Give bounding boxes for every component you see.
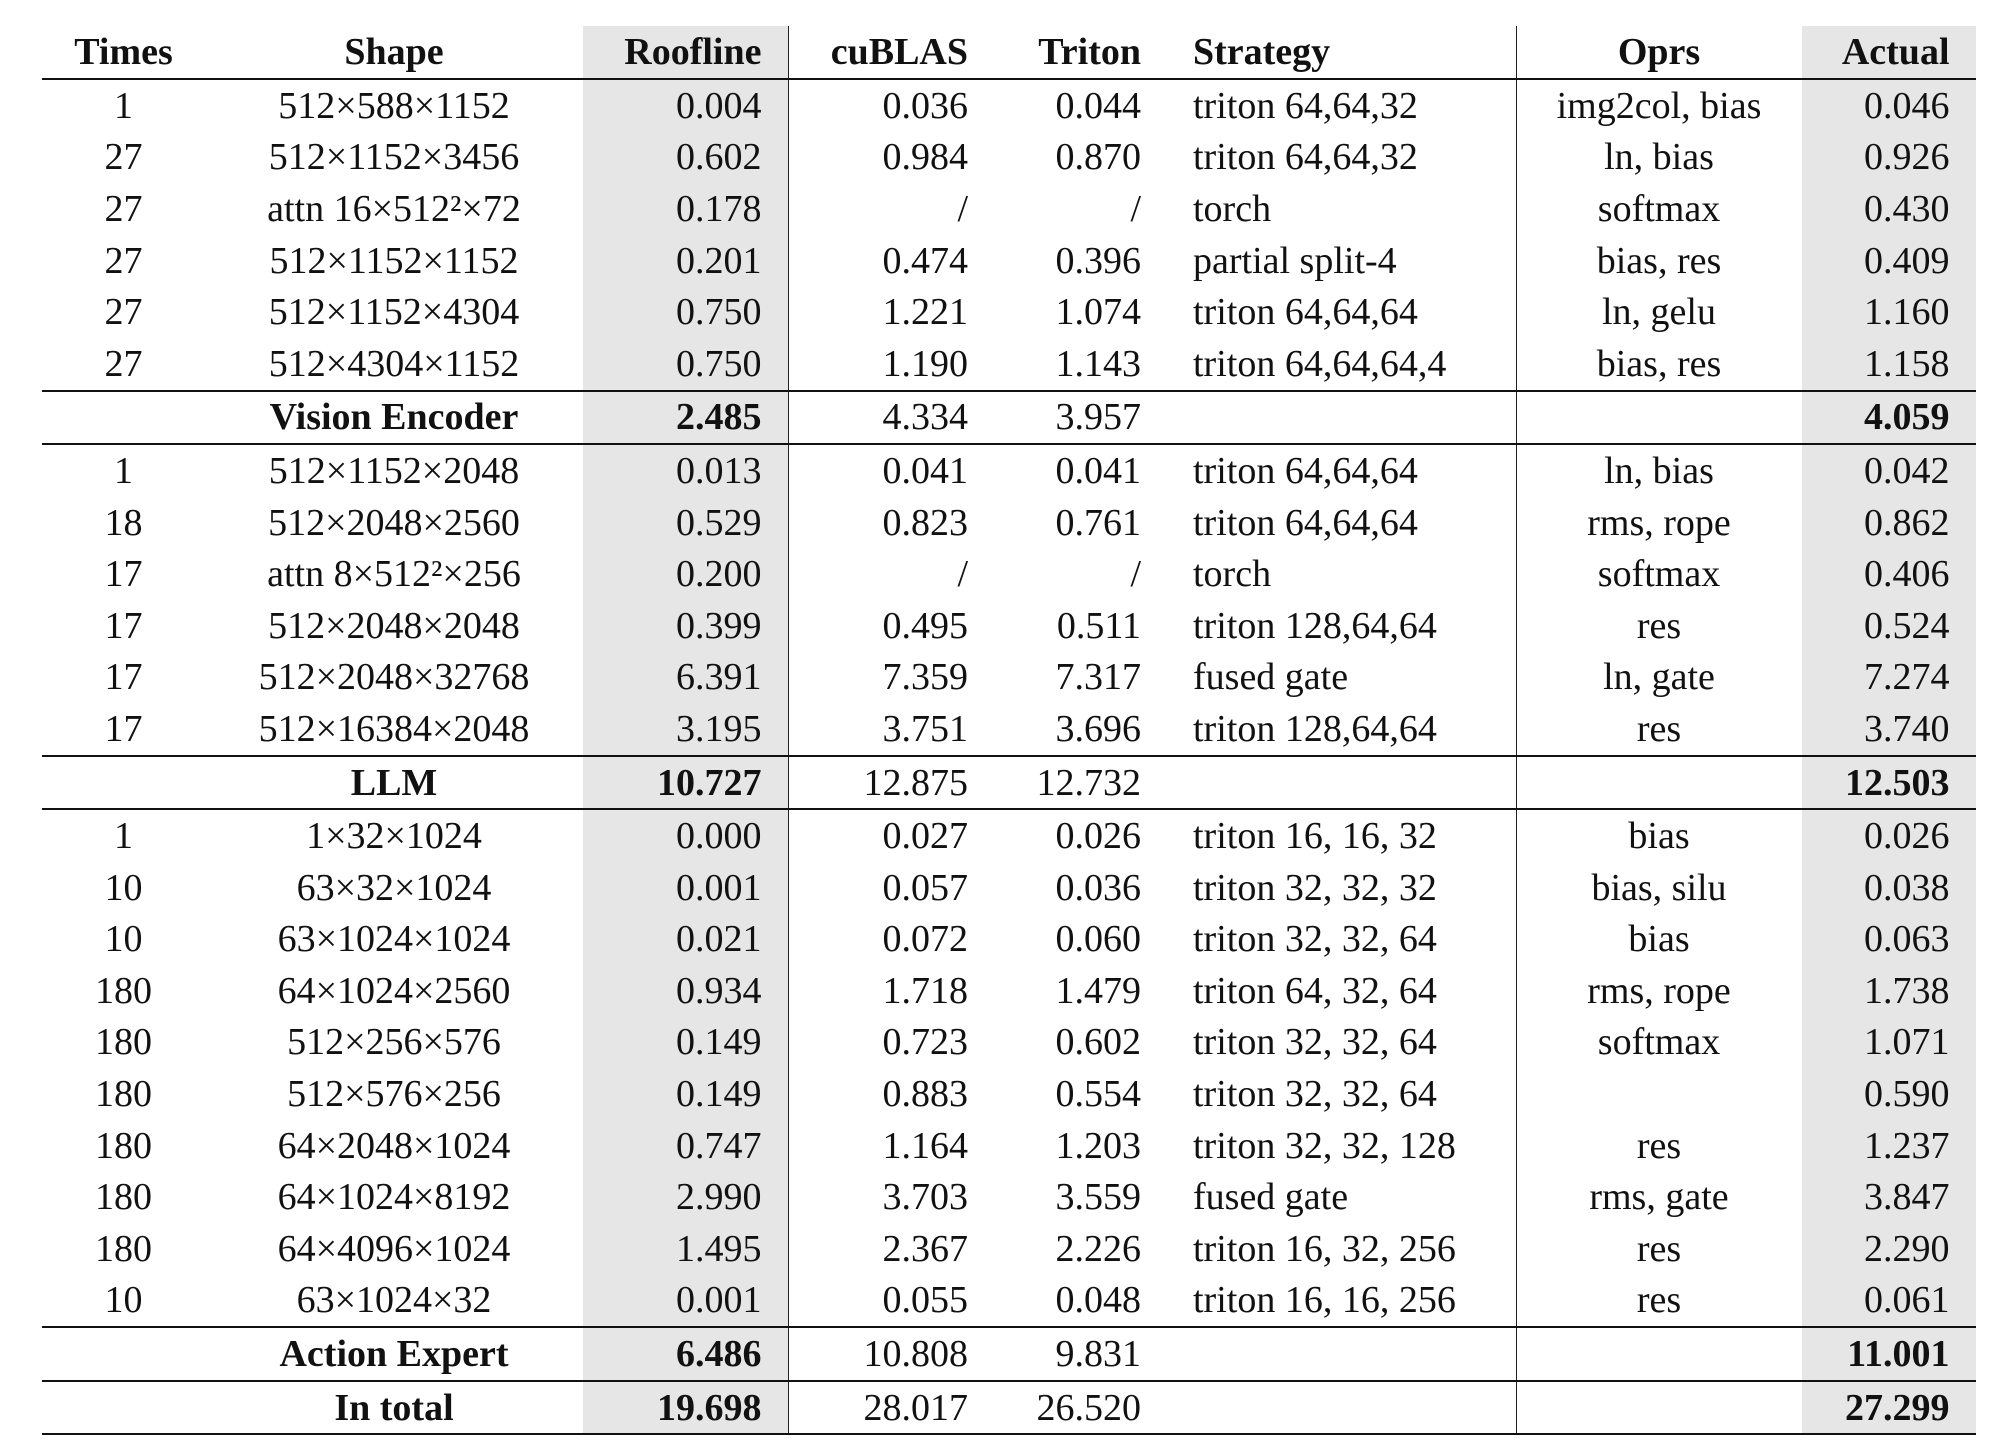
table-row bbox=[42, 809, 1976, 862]
roofline-cell: 0.149 bbox=[583, 1068, 788, 1120]
times-cell: 180 bbox=[95, 1176, 152, 1219]
summary-actual: 4.059 bbox=[1802, 391, 1976, 445]
shape-cell: 512×2048×2048 bbox=[268, 604, 520, 647]
table-row bbox=[42, 338, 1976, 391]
roofline-cell: 0.001 bbox=[583, 1275, 788, 1328]
shape-cell: 63×1024×32 bbox=[205, 1275, 583, 1328]
table-row bbox=[42, 235, 1976, 287]
header-strategy: Strategy bbox=[1159, 26, 1516, 79]
cublas-cell: 0.027 bbox=[882, 815, 968, 858]
table-row bbox=[42, 1068, 1976, 1120]
roofline-cell: 0.178 bbox=[583, 183, 788, 235]
cublas-cell: 0.072 bbox=[882, 918, 968, 961]
triton-cell: 1.143 bbox=[986, 338, 1159, 391]
strategy-cell: triton 64,64,32 bbox=[1159, 79, 1516, 132]
actual-cell: 1.160 bbox=[1802, 286, 1976, 338]
table-row bbox=[42, 652, 1976, 704]
times-cell: 27 bbox=[104, 187, 143, 230]
oprs-cell: res bbox=[1636, 1124, 1682, 1167]
strategy-cell: triton 32, 32, 32 bbox=[1159, 862, 1516, 914]
header-times: Times bbox=[42, 26, 205, 79]
roofline-cell: 1.495 bbox=[583, 1223, 788, 1275]
results-table bbox=[42, 26, 1976, 1435]
shape-cell: 512×16384×2048 bbox=[205, 703, 583, 756]
shape-cell: 512×2048×32768 bbox=[258, 656, 530, 699]
strategy-cell: triton 128,64,64 bbox=[1159, 703, 1516, 756]
times-cell: 10 bbox=[104, 866, 143, 909]
times-cell: 180 bbox=[95, 969, 152, 1012]
actual-cell: 3.847 bbox=[1802, 1171, 1976, 1223]
roofline-cell: 0.004 bbox=[583, 79, 788, 132]
strategy-cell: triton 32, 32, 128 bbox=[1159, 1120, 1516, 1172]
triton-cell: 0.396 bbox=[1055, 239, 1141, 282]
actual-cell: 1.158 bbox=[1802, 338, 1976, 391]
times-cell: 180 bbox=[95, 1227, 152, 1270]
summary-cublas: 12.875 bbox=[788, 756, 986, 810]
cublas-cell: 0.057 bbox=[882, 866, 968, 909]
oprs-cell: bias, silu bbox=[1591, 866, 1727, 909]
shape-cell: 512×2048×2560 bbox=[268, 501, 520, 544]
header-actual: Actual bbox=[1802, 26, 1976, 79]
table-row bbox=[42, 1017, 1976, 1069]
triton-cell: 0.048 bbox=[986, 1275, 1159, 1328]
header-triton: Triton bbox=[986, 26, 1159, 79]
summary-roofline: 6.486 bbox=[583, 1327, 788, 1381]
oprs-cell: ln, gelu bbox=[1602, 291, 1716, 334]
section-summary-row bbox=[42, 391, 1976, 445]
strategy-cell: torch bbox=[1159, 548, 1516, 600]
total-row bbox=[42, 1381, 1976, 1435]
oprs-cell: softmax bbox=[1597, 187, 1721, 230]
roofline-cell: 0.200 bbox=[583, 548, 788, 600]
roofline-cell: 0.000 bbox=[583, 809, 788, 862]
cublas-cell: 1.718 bbox=[882, 969, 968, 1012]
oprs-cell: ln, gate bbox=[1603, 656, 1715, 699]
shape-cell: 512×588×1152 bbox=[278, 84, 510, 127]
cublas-cell: 0.495 bbox=[882, 604, 968, 647]
summary-label: In total bbox=[205, 1381, 583, 1435]
triton-cell: 3.696 bbox=[986, 703, 1159, 756]
table-row bbox=[42, 1223, 1976, 1275]
triton-cell: 0.511 bbox=[1056, 604, 1141, 647]
table-row bbox=[42, 862, 1976, 914]
times-cell: 18 bbox=[104, 501, 143, 544]
roofline-cell: 0.013 bbox=[583, 444, 788, 497]
oprs-cell: img2col, bias bbox=[1556, 84, 1762, 127]
shape-cell: attn 8×512²×256 bbox=[267, 553, 521, 596]
cublas-cell: 1.164 bbox=[882, 1124, 968, 1167]
triton-cell: 1.203 bbox=[1055, 1124, 1141, 1167]
summary-strategy-cell bbox=[1159, 1327, 1516, 1381]
actual-cell: 0.038 bbox=[1802, 862, 1976, 914]
triton-cell: 1.479 bbox=[1055, 969, 1141, 1012]
summary-cublas: 4.334 bbox=[788, 391, 986, 445]
actual-cell: 0.026 bbox=[1802, 809, 1976, 862]
shape-cell: 512×1152×4304 bbox=[268, 291, 520, 334]
cublas-cell: 0.984 bbox=[882, 136, 968, 179]
actual-cell: 0.046 bbox=[1802, 79, 1976, 132]
cublas-cell: 3.703 bbox=[882, 1176, 968, 1219]
cublas-cell: 7.359 bbox=[882, 656, 968, 699]
header-shape: Shape bbox=[205, 26, 583, 79]
summary-strategy-cell bbox=[1159, 756, 1516, 810]
cublas-cell: 0.036 bbox=[882, 84, 968, 127]
strategy-cell: triton 32, 32, 64 bbox=[1159, 1017, 1516, 1069]
oprs-cell: bias, res bbox=[1596, 239, 1722, 282]
actual-cell: 2.290 bbox=[1802, 1223, 1976, 1275]
oprs-cell: bias, res bbox=[1516, 338, 1802, 391]
table-row bbox=[42, 703, 1976, 756]
shape-cell: 64×1024×8192 bbox=[277, 1176, 511, 1219]
summary-actual: 11.001 bbox=[1802, 1327, 1976, 1381]
times-cell: 1 bbox=[114, 84, 133, 127]
actual-cell: 0.926 bbox=[1802, 132, 1976, 184]
cublas-cell: / bbox=[957, 187, 968, 230]
roofline-cell: 0.750 bbox=[583, 286, 788, 338]
strategy-cell: triton 64,64,64 bbox=[1159, 286, 1516, 338]
triton-cell: 3.559 bbox=[1055, 1176, 1141, 1219]
roofline-cell: 0.602 bbox=[583, 132, 788, 184]
triton-cell: / bbox=[1130, 187, 1141, 230]
summary-oprs-cell bbox=[1516, 756, 1802, 810]
cublas-cell: 0.474 bbox=[882, 239, 968, 282]
table-row bbox=[42, 183, 1976, 235]
table-row bbox=[42, 1171, 1976, 1223]
cublas-cell: / bbox=[957, 553, 968, 596]
oprs-cell: bias bbox=[1628, 815, 1690, 858]
roofline-cell: 0.201 bbox=[583, 235, 788, 287]
actual-cell: 0.061 bbox=[1802, 1275, 1976, 1328]
summary-times-cell bbox=[42, 1381, 205, 1435]
table-row bbox=[42, 79, 1976, 132]
summary-label: Vision Encoder bbox=[205, 391, 583, 445]
times-cell: 1 bbox=[114, 449, 133, 492]
summary-triton: 9.831 bbox=[986, 1327, 1159, 1381]
summary-times-cell bbox=[42, 756, 205, 810]
times-cell: 27 bbox=[42, 338, 205, 391]
table-row bbox=[42, 1120, 1976, 1172]
summary-oprs-cell bbox=[1516, 391, 1802, 445]
cublas-cell: 3.751 bbox=[788, 703, 986, 756]
oprs-cell: res bbox=[1516, 703, 1802, 756]
summary-times-cell bbox=[42, 391, 205, 445]
times-cell: 17 bbox=[104, 604, 143, 647]
cublas-cell: 0.883 bbox=[882, 1073, 968, 1116]
strategy-cell: triton 32, 32, 64 bbox=[1159, 1068, 1516, 1120]
triton-cell: 0.044 bbox=[1055, 84, 1141, 127]
header-row bbox=[42, 26, 1976, 79]
triton-cell: 0.026 bbox=[1055, 815, 1141, 858]
roofline-cell: 0.747 bbox=[583, 1120, 788, 1172]
actual-cell: 0.590 bbox=[1802, 1068, 1976, 1120]
shape-cell: 512×256×576 bbox=[287, 1021, 501, 1064]
oprs-cell: ln, bias bbox=[1604, 449, 1714, 492]
triton-cell: 1.074 bbox=[1055, 291, 1141, 334]
times-cell: 17 bbox=[42, 703, 205, 756]
actual-cell: 0.409 bbox=[1802, 235, 1976, 287]
section-summary-row bbox=[42, 1327, 1976, 1381]
triton-cell: 7.317 bbox=[1055, 656, 1141, 699]
cublas-cell: 2.367 bbox=[882, 1227, 968, 1270]
summary-triton: 3.957 bbox=[986, 391, 1159, 445]
oprs-cell bbox=[1516, 1068, 1802, 1120]
triton-cell: 0.761 bbox=[1055, 501, 1141, 544]
times-cell: 10 bbox=[104, 918, 143, 961]
actual-cell: 1.237 bbox=[1802, 1120, 1976, 1172]
roofline-cell: 0.934 bbox=[583, 965, 788, 1017]
summary-roofline: 19.698 bbox=[583, 1381, 788, 1435]
triton-cell: 0.041 bbox=[1055, 449, 1141, 492]
roofline-cell: 0.750 bbox=[583, 338, 788, 391]
header-oprs: Oprs bbox=[1516, 26, 1802, 79]
roofline-cell: 0.529 bbox=[583, 497, 788, 549]
roofline-cell: 6.391 bbox=[583, 652, 788, 704]
strategy-cell: triton 32, 32, 64 bbox=[1159, 914, 1516, 966]
roofline-cell: 3.195 bbox=[583, 703, 788, 756]
summary-oprs-cell bbox=[1516, 1327, 1802, 1381]
shape-cell: 64×1024×2560 bbox=[277, 969, 511, 1012]
strategy-cell: triton 16, 16, 256 bbox=[1159, 1275, 1516, 1328]
shape-cell: 512×576×256 bbox=[287, 1073, 501, 1116]
table-row bbox=[42, 965, 1976, 1017]
cublas-cell: 0.041 bbox=[882, 449, 968, 492]
header-cublas: cuBLAS bbox=[788, 26, 986, 79]
oprs-cell: res bbox=[1636, 1227, 1682, 1270]
summary-cublas: 10.808 bbox=[788, 1327, 986, 1381]
summary-roofline: 10.727 bbox=[583, 756, 788, 810]
summary-actual: 12.503 bbox=[1802, 756, 1976, 810]
summary-triton: 26.520 bbox=[986, 1381, 1159, 1435]
strategy-cell: triton 64,64,64 bbox=[1159, 497, 1516, 549]
summary-label: Action Expert bbox=[205, 1327, 583, 1381]
oprs-cell: softmax bbox=[1597, 553, 1721, 596]
roofline-cell: 2.990 bbox=[583, 1171, 788, 1223]
strategy-cell: fused gate bbox=[1159, 1171, 1516, 1223]
table-row bbox=[42, 286, 1976, 338]
table-body bbox=[42, 79, 1976, 1434]
times-cell: 180 bbox=[95, 1073, 152, 1116]
strategy-cell: triton 64, 32, 64 bbox=[1159, 965, 1516, 1017]
shape-cell: 1×32×1024 bbox=[306, 815, 482, 858]
table-row bbox=[42, 914, 1976, 966]
summary-oprs-cell bbox=[1516, 1381, 1802, 1435]
oprs-cell: rms, gate bbox=[1589, 1176, 1729, 1219]
roofline-cell: 0.149 bbox=[583, 1017, 788, 1069]
roofline-cell: 0.399 bbox=[583, 600, 788, 652]
table-row bbox=[42, 132, 1976, 184]
oprs-cell: rms, rope bbox=[1587, 969, 1731, 1012]
triton-cell: 0.036 bbox=[1055, 866, 1141, 909]
summary-triton: 12.732 bbox=[986, 756, 1159, 810]
summary-cublas: 28.017 bbox=[788, 1381, 986, 1435]
times-cell: 27 bbox=[104, 136, 143, 179]
oprs-cell: ln, bias bbox=[1604, 136, 1714, 179]
actual-cell: 0.406 bbox=[1802, 548, 1976, 600]
cublas-cell: 0.823 bbox=[882, 501, 968, 544]
times-cell: 180 bbox=[95, 1124, 152, 1167]
summary-strategy-cell bbox=[1159, 391, 1516, 445]
strategy-cell: partial split-4 bbox=[1159, 235, 1516, 287]
times-cell: 1 bbox=[114, 815, 133, 858]
oprs-cell: rms, rope bbox=[1587, 501, 1731, 544]
table-row bbox=[42, 600, 1976, 652]
table-row bbox=[42, 1275, 1976, 1328]
times-cell: 27 bbox=[104, 239, 143, 282]
times-cell: 180 bbox=[95, 1021, 152, 1064]
times-cell: 10 bbox=[42, 1275, 205, 1328]
strategy-cell: triton 16, 16, 32 bbox=[1159, 809, 1516, 862]
summary-strategy-cell bbox=[1159, 1381, 1516, 1435]
table-row bbox=[42, 444, 1976, 497]
triton-cell: / bbox=[1130, 553, 1141, 596]
summary-roofline: 2.485 bbox=[583, 391, 788, 445]
strategy-cell: triton 128,64,64 bbox=[1159, 600, 1516, 652]
strategy-cell: triton 64,64,64,4 bbox=[1159, 338, 1516, 391]
shape-cell: attn 16×512²×72 bbox=[267, 187, 521, 230]
actual-cell: 0.430 bbox=[1802, 183, 1976, 235]
triton-cell: 0.602 bbox=[1055, 1021, 1141, 1064]
shape-cell: 512×1152×3456 bbox=[268, 136, 520, 179]
shape-cell: 64×4096×1024 bbox=[277, 1227, 511, 1270]
strategy-cell: triton 64,64,32 bbox=[1159, 132, 1516, 184]
header-roofline: Roofline bbox=[583, 26, 788, 79]
times-cell: 17 bbox=[104, 553, 143, 596]
actual-cell: 0.063 bbox=[1802, 914, 1976, 966]
oprs-cell: bias bbox=[1628, 918, 1690, 961]
shape-cell: 63×32×1024 bbox=[296, 866, 492, 909]
table-row bbox=[42, 497, 1976, 549]
actual-cell: 0.862 bbox=[1802, 497, 1976, 549]
shape-cell: 512×1152×1152 bbox=[269, 239, 519, 282]
actual-cell: 1.738 bbox=[1802, 965, 1976, 1017]
cublas-cell: 0.055 bbox=[788, 1275, 986, 1328]
actual-cell: 7.274 bbox=[1802, 652, 1976, 704]
times-cell: 17 bbox=[104, 656, 143, 699]
summary-actual: 27.299 bbox=[1802, 1381, 1976, 1435]
strategy-cell: torch bbox=[1159, 183, 1516, 235]
cublas-cell: 1.221 bbox=[882, 291, 968, 334]
strategy-cell: triton 64,64,64 bbox=[1159, 444, 1516, 497]
shape-cell: 512×4304×1152 bbox=[205, 338, 583, 391]
cublas-cell: 1.190 bbox=[788, 338, 986, 391]
cublas-cell: 0.723 bbox=[882, 1021, 968, 1064]
actual-cell: 0.524 bbox=[1802, 600, 1976, 652]
actual-cell: 3.740 bbox=[1802, 703, 1976, 756]
summary-label: LLM bbox=[205, 756, 583, 810]
oprs-cell: res bbox=[1636, 604, 1682, 647]
triton-cell: 0.554 bbox=[1055, 1073, 1141, 1116]
roofline-cell: 0.001 bbox=[583, 862, 788, 914]
oprs-cell: res bbox=[1516, 1275, 1802, 1328]
strategy-cell: triton 16, 32, 256 bbox=[1159, 1223, 1516, 1275]
actual-cell: 0.042 bbox=[1802, 444, 1976, 497]
shape-cell: 64×2048×1024 bbox=[277, 1124, 511, 1167]
shape-cell: 512×1152×2048 bbox=[268, 449, 520, 492]
times-cell: 27 bbox=[104, 291, 143, 334]
table-row bbox=[42, 548, 1976, 600]
actual-cell: 1.071 bbox=[1802, 1017, 1976, 1069]
roofline-cell: 0.021 bbox=[583, 914, 788, 966]
summary-times-cell bbox=[42, 1327, 205, 1381]
triton-cell: 0.870 bbox=[1055, 136, 1141, 179]
oprs-cell: softmax bbox=[1597, 1021, 1721, 1064]
shape-cell: 63×1024×1024 bbox=[277, 918, 511, 961]
triton-cell: 0.060 bbox=[1055, 918, 1141, 961]
section-summary-row bbox=[42, 756, 1976, 810]
triton-cell: 2.226 bbox=[1055, 1227, 1141, 1270]
strategy-cell: fused gate bbox=[1159, 652, 1516, 704]
